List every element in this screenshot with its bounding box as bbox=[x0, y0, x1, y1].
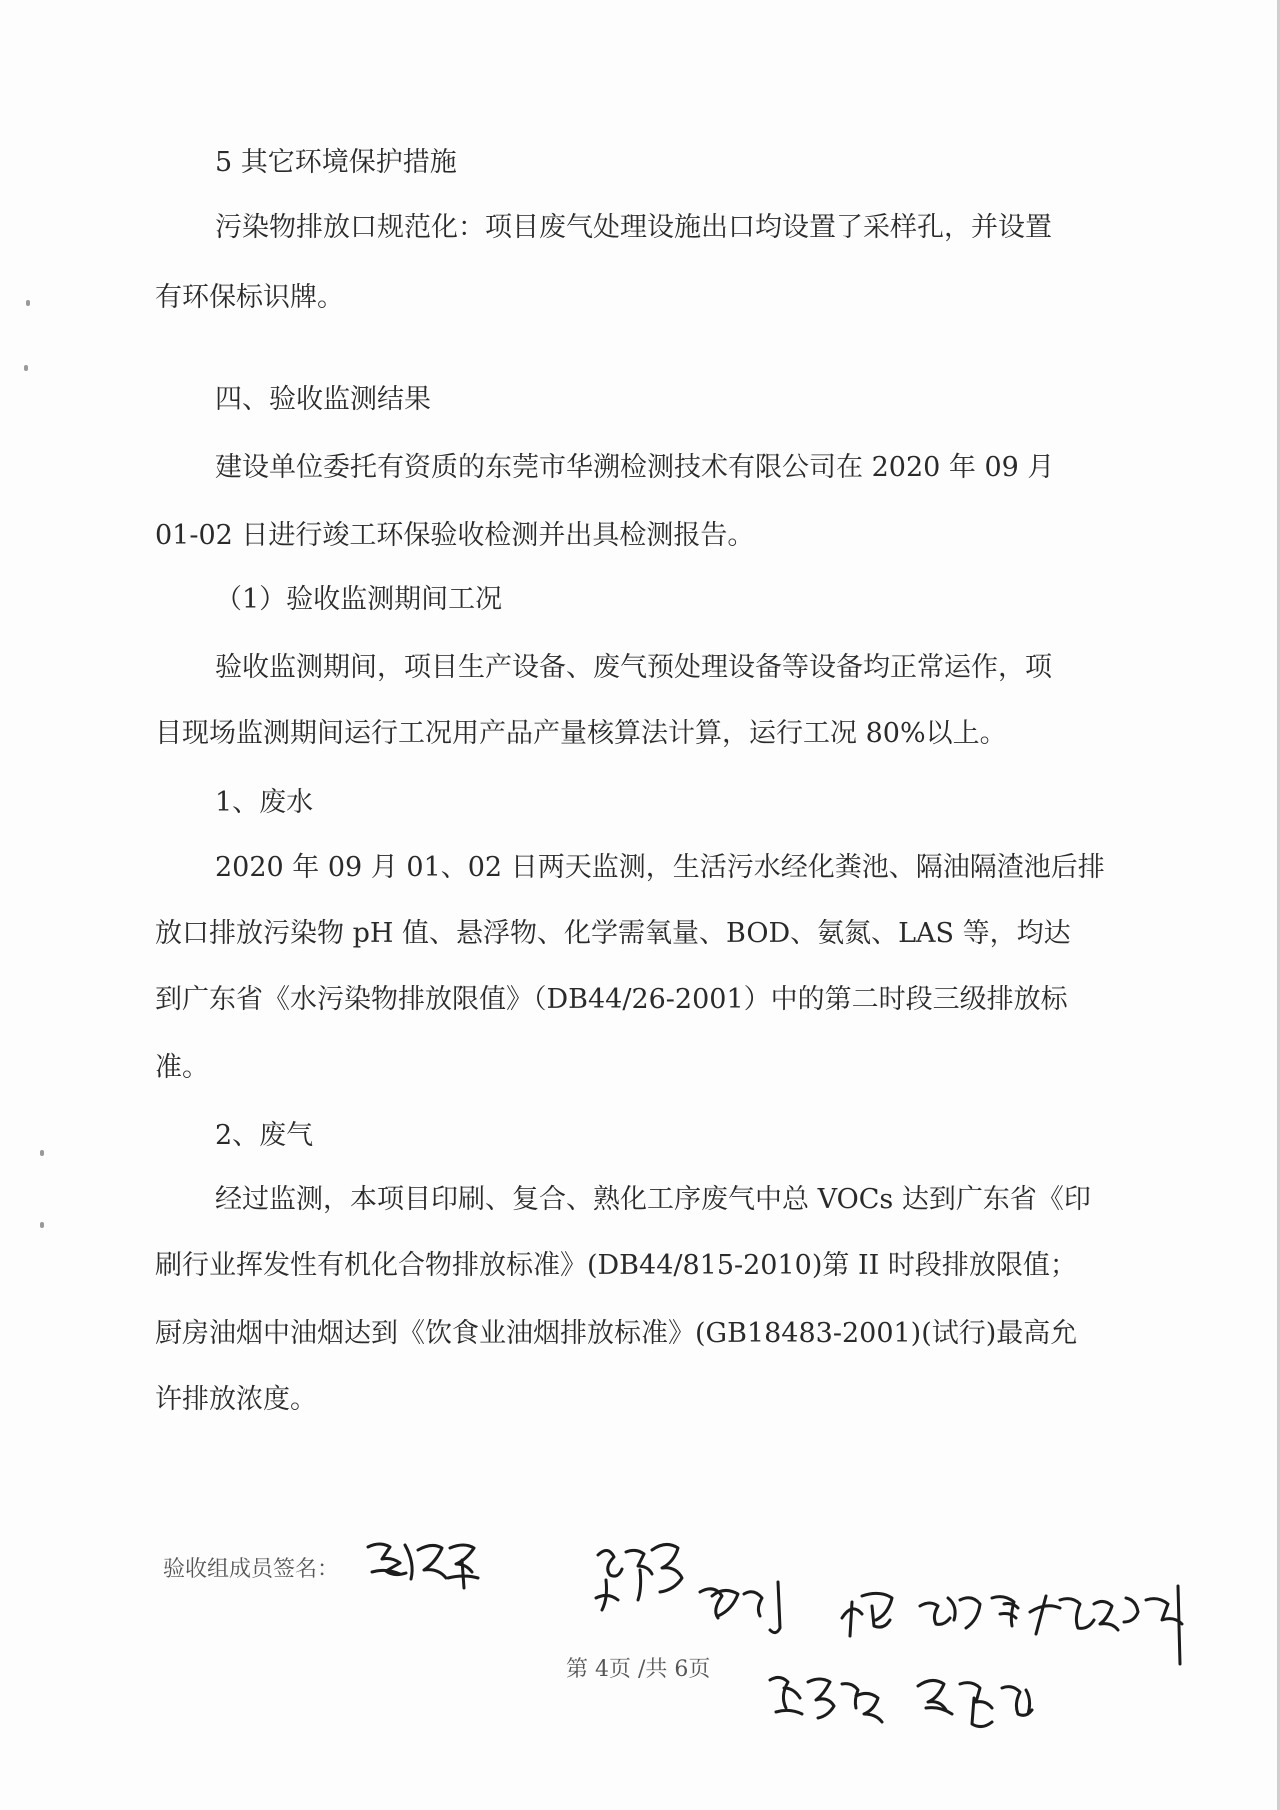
signature-4 bbox=[842, 1593, 1018, 1636]
subsection-heading-wastewater: 1、废水 bbox=[215, 787, 314, 818]
signature-2 bbox=[596, 1544, 682, 1610]
paragraph-line: 验收监测期间，项目生产设备、废气预处理设备等设备均正常运作，项 bbox=[215, 652, 1052, 683]
paragraph-line: 厨房油烟中油烟达到《饮食业油烟排放标准》(GB18483-2001)(试行)最高允 bbox=[155, 1318, 1078, 1349]
paragraph-line: 2020 年 09 月 01、02 日两天监测，生活污水经化粪池、隔油隔渣池后排 bbox=[215, 852, 1105, 883]
signature-6 bbox=[770, 1677, 882, 1722]
scan-speck bbox=[24, 365, 28, 371]
subsection-heading-conditions: （1）验收监测期间工况 bbox=[215, 584, 503, 615]
signature-label: 验收组成员签名： bbox=[163, 1557, 340, 1582]
paragraph-line: 放口排放污染物 pH 值、悬浮物、化学需氧量、BOD、氨氮、LAS 等，均达 bbox=[155, 918, 1071, 949]
paragraph-line: 有环保标识牌。 bbox=[155, 282, 344, 313]
page-number: 第 4页 /共 6页 bbox=[566, 1657, 711, 1682]
scan-speck bbox=[26, 300, 30, 306]
signature-5 bbox=[1030, 1586, 1182, 1664]
subsection-heading-exhaust-gas: 2、废气 bbox=[215, 1120, 314, 1151]
paragraph-line: 刷行业挥发性有机化合物排放标准》(DB44/815-2010)第 II 时段排放限值； bbox=[155, 1250, 1077, 1281]
paragraph-line: 目现场监测期间运行工况用产品产量核算法计算，运行工况 80%以上。 bbox=[155, 718, 1007, 749]
paragraph-line: 建设单位委托有资质的东莞市华溯检测技术有限公司在 2020 年 09 月 bbox=[215, 452, 1055, 483]
scan-speck bbox=[40, 1150, 44, 1156]
section-heading-monitoring-results: 四、验收监测结果 bbox=[215, 384, 431, 415]
paragraph-line: 到广东省《水污染物排放限值》（DB44/26-2001）中的第二时段三级排放标 bbox=[155, 984, 1068, 1015]
paragraph-line: 污染物排放口规范化：项目废气处理设施出口均设置了采样孔，并设置 bbox=[215, 212, 1052, 243]
signature-7 bbox=[918, 1680, 1032, 1726]
paragraph-line: 01-02 日进行竣工环保验收检测并出具检测报告。 bbox=[155, 520, 755, 551]
section-heading-other-measures: 5 其它环境保护措施 bbox=[215, 147, 457, 178]
signature-1 bbox=[368, 1544, 478, 1588]
paragraph-line: 准。 bbox=[155, 1052, 209, 1083]
scan-speck bbox=[40, 1222, 44, 1228]
paragraph-line: 经过监测，本项目印刷、复合、熟化工序废气中总 VOCs 达到广东省《印 bbox=[215, 1184, 1091, 1215]
signature-3 bbox=[700, 1582, 780, 1633]
paragraph-line: 许排放浓度。 bbox=[155, 1384, 317, 1415]
